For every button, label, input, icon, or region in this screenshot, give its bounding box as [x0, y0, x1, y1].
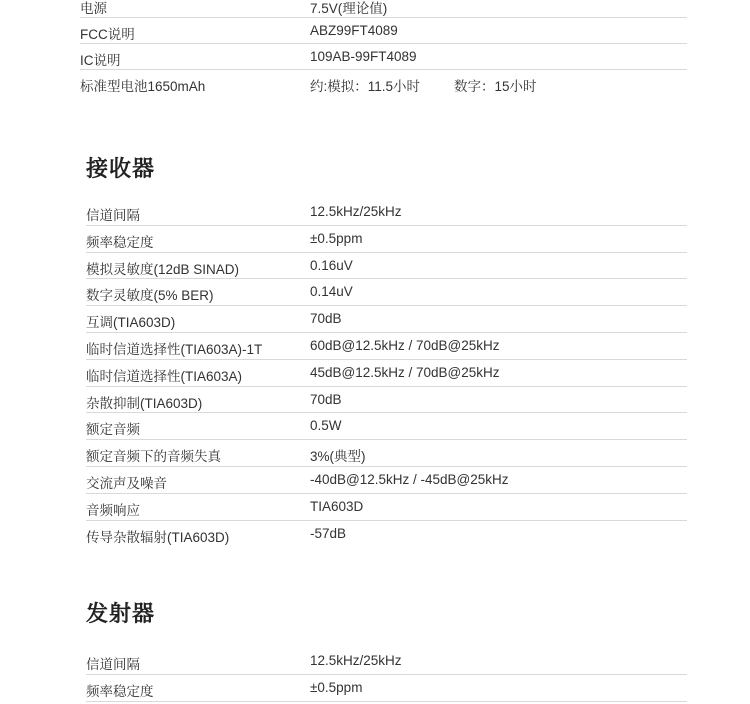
spec-value: 12.5kHz/25kHz	[310, 204, 402, 219]
table-row	[86, 306, 687, 333]
table-row	[86, 360, 687, 387]
spec-key: IC说明	[80, 53, 121, 68]
power-spec-table	[80, 0, 687, 96]
spec-value: ±0.5ppm	[310, 230, 363, 246]
spec-key: FCC说明	[80, 27, 135, 42]
transmitter-section-title: 发射器	[86, 601, 156, 626]
table-row	[86, 333, 687, 360]
transmitter-spec-table	[86, 648, 687, 702]
spec-value: 70dB	[310, 391, 342, 407]
table-row	[86, 387, 687, 414]
spec-value: -40dB@12.5kHz / -45dB@25kHz	[310, 471, 509, 487]
table-row	[86, 253, 687, 280]
spec-value: 109AB-99FT4089	[310, 49, 417, 64]
table-row	[86, 440, 687, 467]
spec-key: 临时信道选择性(TIA603A)	[86, 368, 243, 384]
table-row	[86, 675, 687, 702]
spec-row-fcc	[80, 18, 687, 44]
spec-value: 60dB@12.5kHz / 70dB@25kHz	[310, 337, 500, 353]
spec-value: ABZ99FT4089	[310, 23, 398, 38]
spec-key: 传导杂散辐射(TIA603D)	[86, 529, 230, 545]
spec-value: 约:模拟：11.5小时	[310, 79, 421, 94]
spec-row-power	[80, 0, 687, 18]
spec-value: ±0.5ppm	[310, 680, 363, 695]
spec-key: 临时信道选择性(TIA603A)-1T	[86, 341, 263, 357]
table-row	[86, 199, 687, 226]
spec-key: 额定音频	[86, 422, 140, 438]
spec-key: 频率稳定度	[86, 684, 154, 699]
spec-key: 数字灵敏度(5% BER)	[86, 288, 214, 304]
receiver-section-title: 接收器	[86, 156, 156, 181]
spec-row-ic	[80, 44, 687, 70]
table-row	[86, 494, 687, 521]
spec-key: 信道间隔	[86, 208, 140, 223]
spec-key: 标准型电池1650mAh	[80, 79, 206, 94]
spec-value: 0.5W	[310, 418, 342, 434]
receiver-spec-table	[86, 199, 687, 547]
spec-row-battery	[80, 70, 687, 96]
spec-value: 7.5V(理论值)	[310, 1, 388, 16]
table-row	[86, 521, 687, 548]
spec-value: 45dB@12.5kHz / 70dB@25kHz	[310, 364, 500, 380]
spec-value: 12.5kHz/25kHz	[310, 653, 402, 668]
spec-value-digital: 数字：15小时	[454, 79, 537, 94]
spec-key: 电源	[80, 1, 107, 16]
spec-value: 0.16uV	[310, 257, 353, 273]
spec-key: 模拟灵敏度(12dB SINAD)	[86, 261, 240, 277]
spec-key: 频率稳定度	[86, 234, 154, 250]
spec-value: 0.14uV	[310, 284, 353, 300]
spec-value: -57dB	[310, 525, 347, 541]
spec-value: 3%(典型)	[310, 449, 366, 465]
spec-key: 信道间隔	[86, 657, 140, 672]
table-row	[86, 413, 687, 440]
spec-key: 杂散抑制(TIA603D)	[86, 395, 203, 411]
spec-value: 70dB	[310, 311, 342, 327]
spec-value: TIA603D	[310, 498, 364, 514]
spec-key: 互调(TIA603D)	[86, 315, 176, 331]
spec-key: 音频响应	[86, 502, 140, 518]
spec-key: 交流声及噪音	[86, 475, 167, 491]
table-row	[86, 648, 687, 675]
spec-key: 额定音频下的音频失真	[86, 449, 221, 465]
table-row	[86, 279, 687, 306]
table-row	[86, 226, 687, 253]
table-row	[86, 467, 687, 494]
